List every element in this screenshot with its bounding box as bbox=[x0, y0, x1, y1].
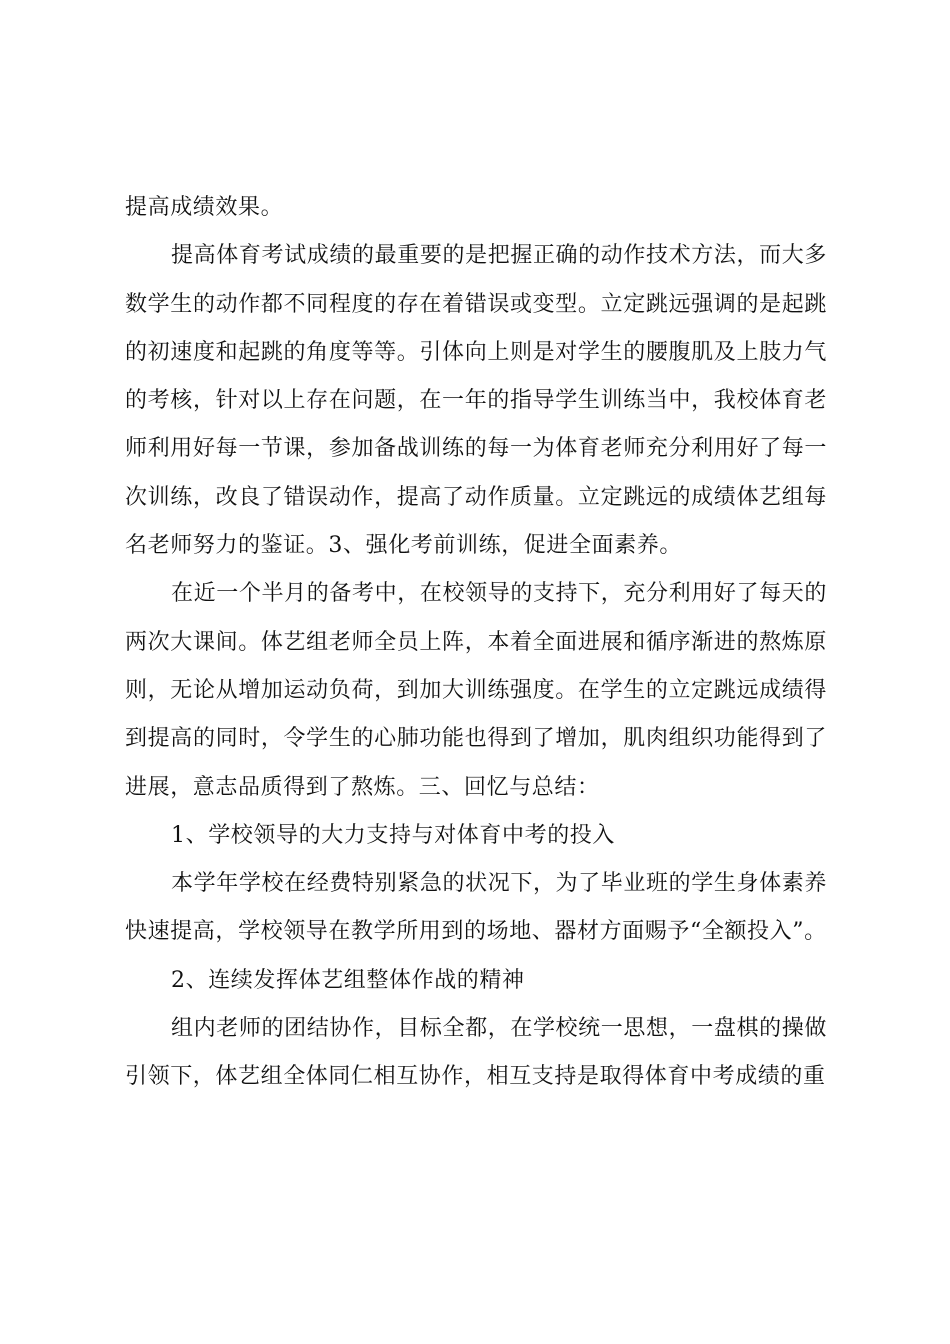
document-body bbox=[125, 184, 827, 1102]
paragraph-3: 在近一个半月的备考中，在校领导的支持下，充分利用好了每天的两次大课间。体艺组老师全员上阵，本着全面进展和循序渐进的熬炼原则，无论从增加运动负荷，到加大训练强度。在学生的立定跳远成绩得到提高的同时，令学生的心肺功能也得到了增加，肌肉组织功能得到了进展，意志品质得到了熬炼。三、回忆与总结： bbox=[125, 581, 827, 800]
paragraph-4: 本学年学校在经费特别紧急的状况下，为了毕业班的学生身体素养快速提高，学校领导在教学所用到的场地、器材方面赐予“全额投入”。 bbox=[125, 871, 827, 945]
section-heading-2: 2、连续发挥体艺组整体作战的精神 bbox=[171, 967, 525, 993]
section-heading-1: 1、学校领导的大力支持与对体育中考的投入 bbox=[171, 822, 615, 848]
paragraph-1: 提高成绩效果。 bbox=[125, 195, 284, 220]
paragraph-2: 提高体育考试成绩的最重要的是把握正确的动作技术方法，而大多数学生的动作都不同程度的存在着错误或变型。立定跳远强调的是起跳的初速度和起跳的角度等等。引体向上则是对学生的腰腹肌及上肢力气的考核，针对以上存在问题，在一年的指导学生训练当中，我校体育老师利用好每一节课，参加备战训练的每一为体育老师充分利用好了每一次训练，改良了错误动作，提高了动作质量。立定跳远的成绩体艺组每名老师努力的鉴证。3、强化考前训练，促进全面素养。 bbox=[125, 243, 827, 559]
paragraph-5: 组内老师的团结协作，目标全都，在学校统一思想，一盘棋的操做引领下，体艺组全体同仁相互协作，相互支持是取得体育中考成绩的重 bbox=[125, 1016, 827, 1090]
